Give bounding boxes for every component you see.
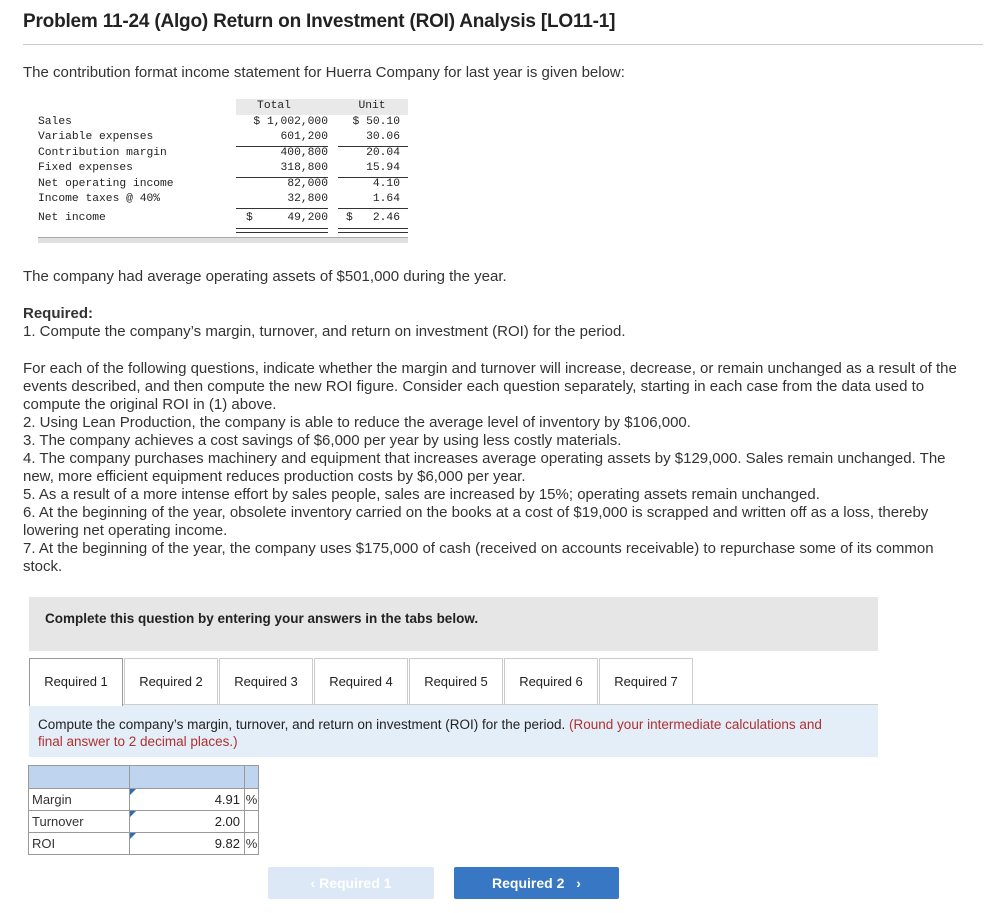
page-title: Problem 11-24 (Algo) Return on Investment (ROI) Analysis [LO11-1] [23,11,616,32]
required-1-text: 1. Compute the company’s margin, turnover, and return on investment (ROI) for the period. [23,323,626,340]
instruction-box [29,705,878,757]
tab-required-5[interactable]: Required 5 [409,658,503,705]
row-label: Income taxes @ 40% [38,193,161,205]
intro-text: The contribution format income statement for Huerra Company for last year is given below: [23,64,625,81]
panel-heading: Complete this question by entering your answers in the tabs below. [45,611,479,626]
row-unit: $ 50.10 [352,116,400,128]
row-total: 400,800 [280,147,328,159]
net-unit: 2.46 [372,212,400,224]
row-unit: 4.10 [372,178,400,190]
tab-required-1[interactable]: Required 1 [29,658,123,706]
tab-required-3[interactable]: Required 3 [219,658,313,705]
next-button[interactable] [454,867,619,899]
question-item: 5. As a result of a more intense effort by sales people, sales are increased by 15%; operating assets remain unchanged. [23,486,820,503]
header-total: Total [257,100,291,112]
prev-label: Required 1 [319,875,392,891]
tab-required-2[interactable]: Required 2 [124,658,218,705]
answer-header-row [29,766,259,789]
input-marker-icon [130,833,136,839]
questions-block [23,360,973,576]
row-total: 601,200 [280,131,328,143]
answer-table [28,765,259,855]
assets-text: The company had average operating assets of $501,000 during the year. [23,268,507,285]
row-label: Sales [38,116,72,128]
panel-header [29,597,878,651]
chevron-left-icon: ‹ [310,875,316,891]
answer-row-roi [29,833,259,855]
answer-row-turnover [29,811,259,833]
row-label: Variable expenses [38,131,154,143]
required-heading: Required: [23,305,94,322]
net-income-label: Net income [38,212,106,224]
answer-unit: % [245,789,259,811]
question-item: 7. At the beginning of the year, the company uses $175,000 of cash (received on accounts receivable) to repurchase some of its common stock. [23,540,934,575]
answer-unit [245,811,259,833]
header-unit: Unit [358,100,386,112]
rounding-note: (Round your intermediate calculations and final answer to 2 decimal places.) [38,717,822,749]
margin-input[interactable] [138,791,242,808]
chevron-right-icon: › [576,875,581,891]
net-total: 49,200 [287,212,328,224]
question-item: 3. The company achieves a cost savings of $6,000 per year by using less costly materials. [23,432,622,449]
input-marker-icon [130,789,136,795]
question-intro: For each of the following questions, indicate whether the margin and turnover will increase, decrease, or remain unchanged as a result of the events described, and then compute the new ROI figure. Consider each question separately, starting in each case from the data used to compute the original ROI in (1) above. [23,360,957,413]
row-total: 318,800 [280,162,328,174]
prev-button[interactable] [268,867,434,899]
instruction-main: Compute the company’s margin, turnover, and return on investment (ROI) for the period. [38,717,566,732]
question-item: 4. The company purchases machinery and equipment that increases average operating assets by $129,000. Sales remain unchanged. The new, more efficient equipment reduces production costs by $6,000 per year. [23,450,946,485]
input-marker-icon [130,811,136,817]
subtotal-rule [338,208,408,209]
row-unit: 1.64 [372,193,400,205]
subtotal-rule [236,208,328,209]
tab-required-7[interactable]: Required 7 [599,658,693,705]
question-item: 2. Using Lean Production, the company is able to reduce the average level of inventory by $106,000. [23,414,691,431]
row-total: 32,800 [287,193,328,205]
answer-row-margin [29,789,259,811]
net-unit-sign: $ [346,212,353,224]
tab-required-4[interactable]: Required 4 [314,658,408,705]
tab-required-6[interactable]: Required 6 [504,658,598,705]
row-unit: 30.06 [366,131,400,143]
title-divider [23,44,983,45]
roi-input[interactable] [138,835,242,852]
row-unit: 15.94 [366,162,400,174]
row-label: Contribution margin [38,147,167,159]
net-total-sign: $ [246,212,253,224]
total-double-rule [338,228,408,233]
answer-label: Margin [29,789,130,811]
answer-label: Turnover [29,811,130,833]
turnover-input[interactable] [138,813,242,830]
question-item: 6. At the beginning of the year, obsolete inventory carried on the books at a cost of $19,000 is scrapped and written off as a loss, thereby lowering net operating income. [23,504,929,539]
next-label: Required 2 [492,875,565,891]
total-double-rule [236,228,328,233]
row-total: $ 1,002,000 [253,116,328,128]
answer-unit: % [245,833,259,855]
row-label: Net operating income [38,178,174,190]
row-total: 82,000 [287,178,328,190]
statement-footer-bar [38,237,408,243]
answer-label: ROI [29,833,130,855]
income-statement [38,99,410,246]
row-unit: 20.04 [366,147,400,159]
row-label: Fixed expenses [38,162,133,174]
instruction-text [38,716,838,750]
